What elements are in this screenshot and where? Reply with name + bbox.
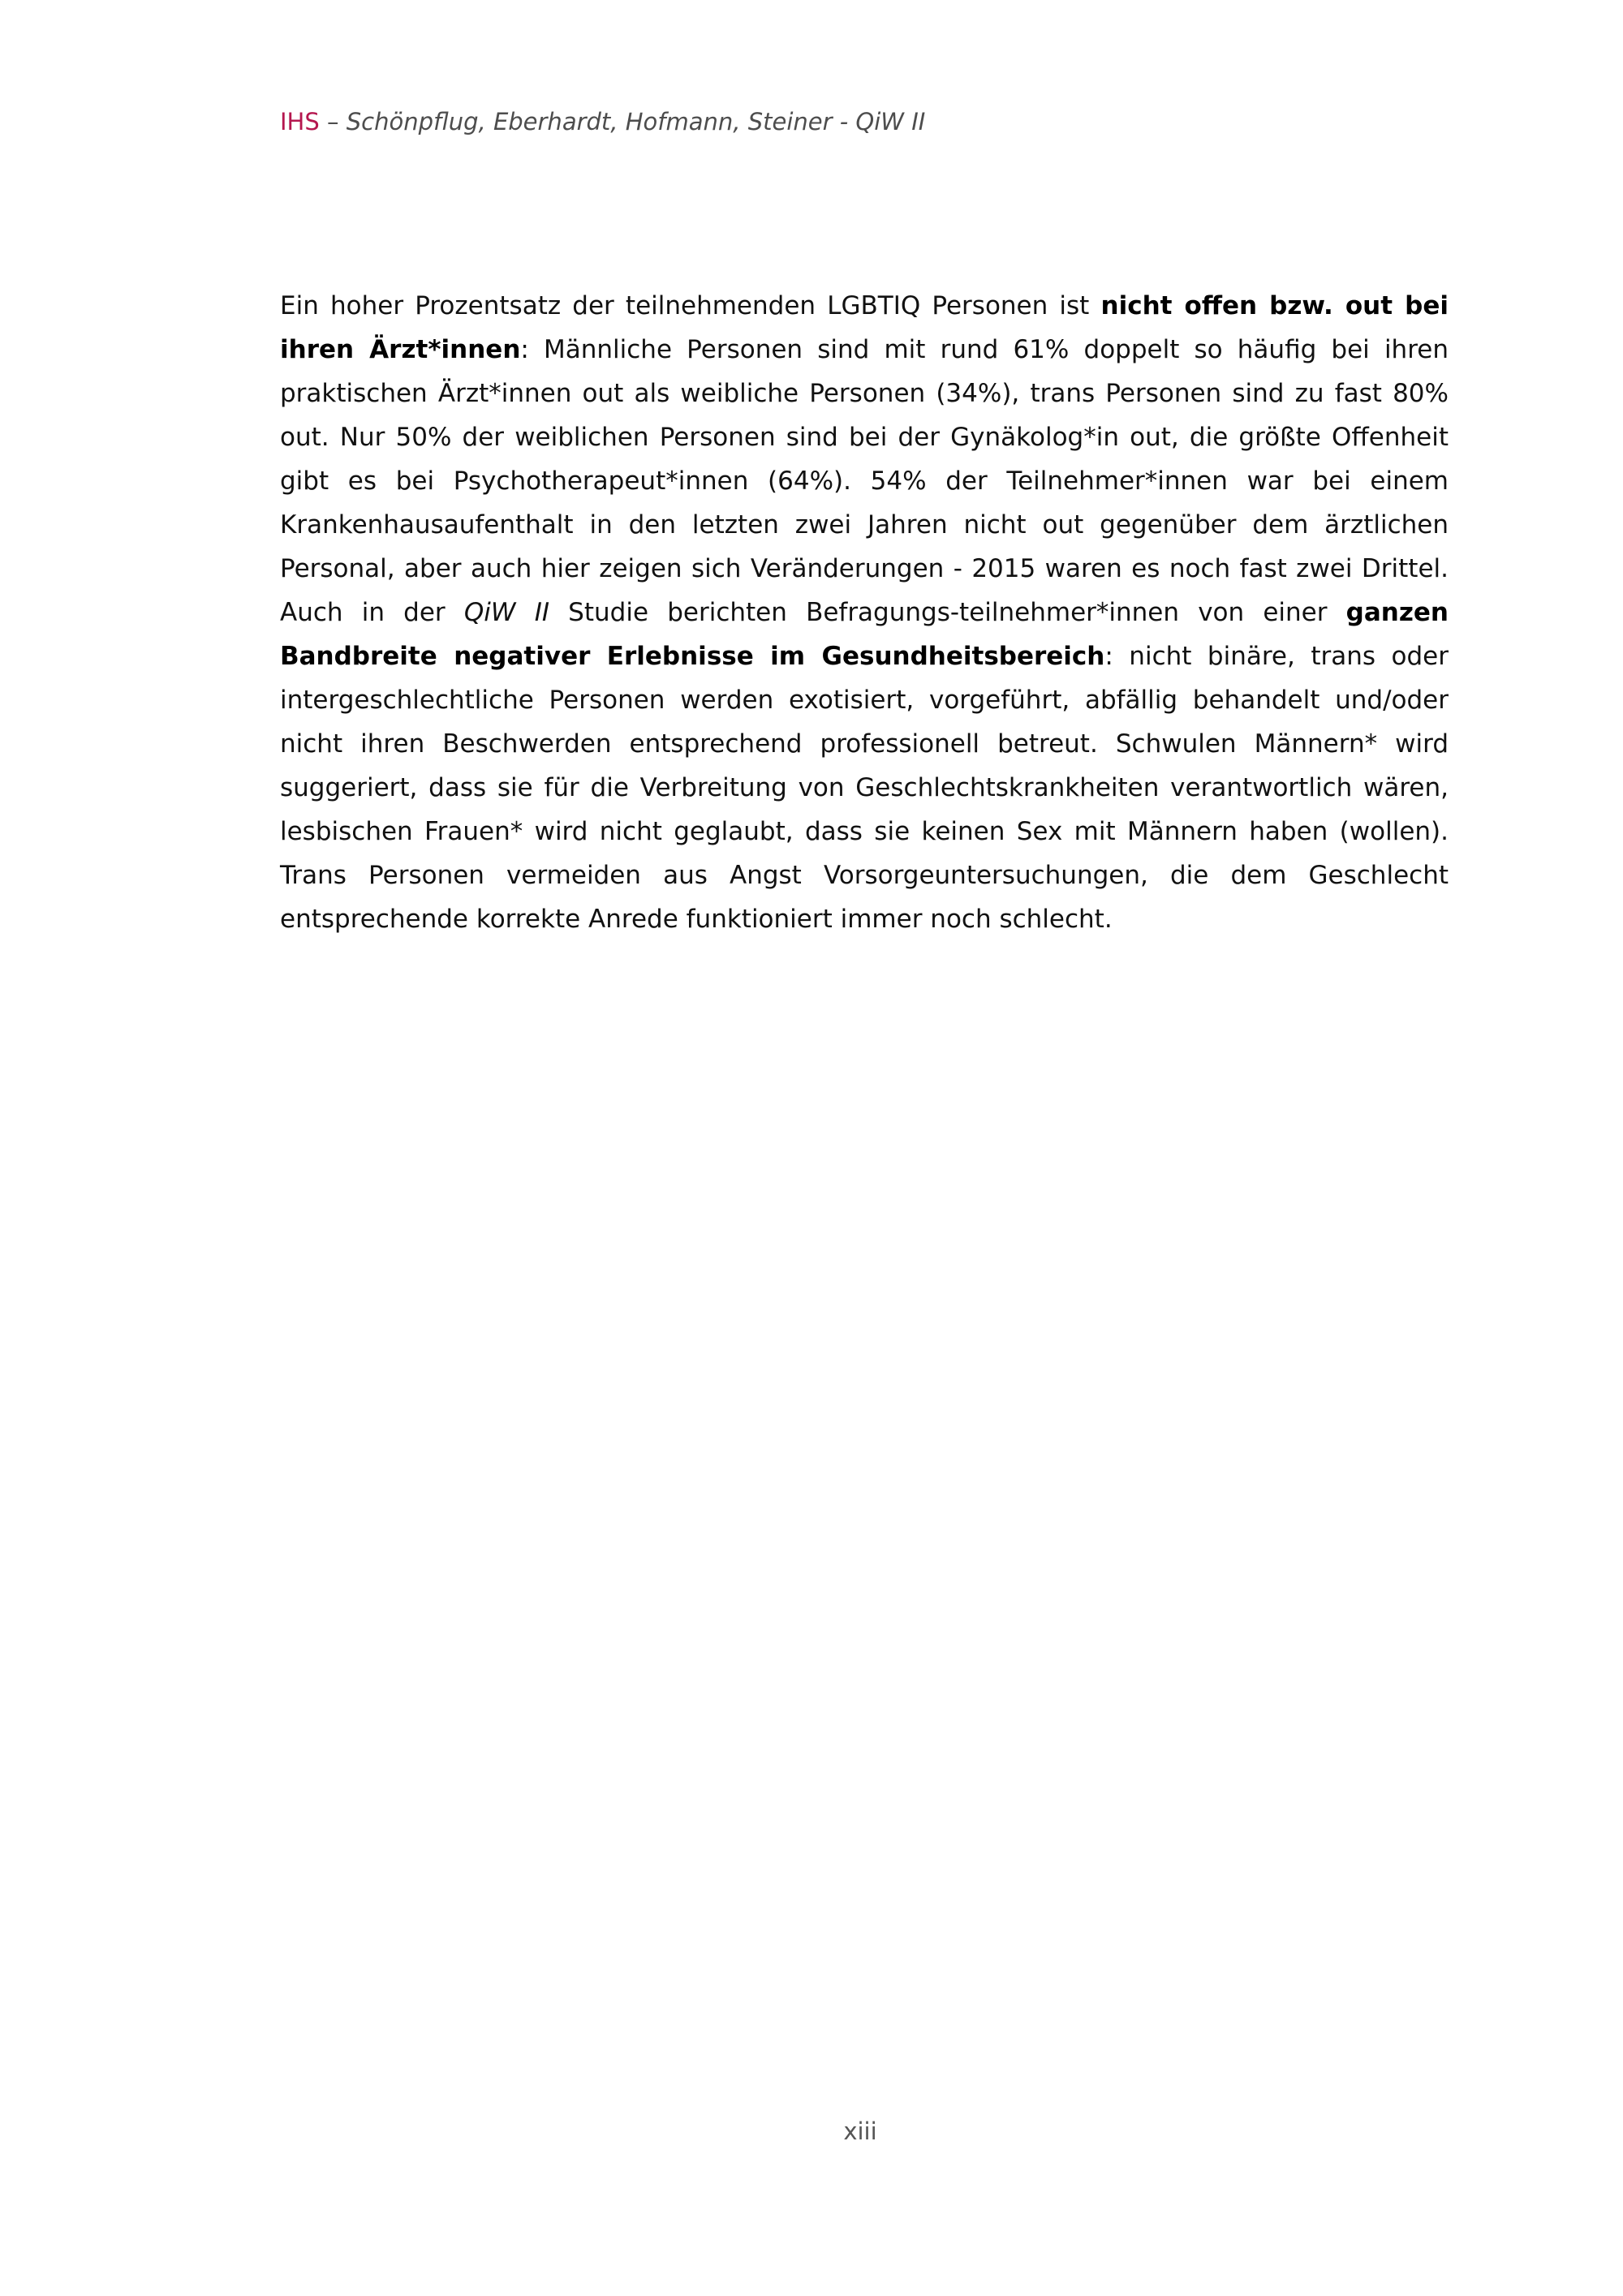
- study-title: QiW II: [463, 598, 549, 627]
- paragraph-text: : Männliche Personen sind mit rund 61% doppelt so häufig bei ihren praktischen Ärzt*innen out als weibliche Personen (34%), trans Personen sind zu fast 80% out. Nur 50% der weiblichen Personen sind bei der Gynäkolog*in out, die größte Offenheit gibt es bei Psychotherapeut*innen (64%). 54% der Teilnehmer*innen war bei einem Krankenhausaufenthalt in den letzten zwei Jahren nicht out gegenüber dem ärztlichen Personal, aber auch hier zeigen sich Veränderungen - 2015 waren es noch fast zwei Drittel. Auch in der: [280, 335, 1449, 627]
- page-number: xiii: [843, 2118, 877, 2145]
- bold-phrase: nicht offen bzw. out bei ihren Ärzt*innen: [280, 291, 1449, 364]
- header-org: IHS: [280, 108, 320, 135]
- paragraph-text: Ein hoher Prozentsatz der teilnehmenden LGBTIQ Personen ist: [280, 291, 1101, 320]
- bold-phrase: ganzen Bandbreite negativer Erlebnisse im Gesundheitsbereich: [280, 598, 1449, 671]
- paragraph-text: : nicht binäre, trans oder intergeschlechtliche Personen werden exotisiert, vorgeführt, abfällig behandelt und/oder nicht ihren Beschwerden entsprechend professionell betreut. Schwulen Männern* wird suggeriert, dass sie für die Verbreitung von Geschlechtskrankheiten verantwortlich wären, lesbischen Frauen* wird nicht geglaubt, dass sie keinen Sex mit Männern haben (wollen). Trans Personen vermeiden aus Angst Vorsorgeuntersuchungen, die dem Geschlecht entsprechende korrekte Anrede funktioniert immer noch schlecht.: [280, 642, 1449, 934]
- running-header: [280, 104, 925, 140]
- header-authors: Schönpflug, Eberhardt, Hofmann, Steiner - QiW II: [346, 108, 926, 135]
- summary-paragraph: [280, 284, 1449, 941]
- paragraph-text: Studie berichten Befragungs-teilnehmer*innen von einer: [549, 598, 1346, 627]
- header-separator: –: [319, 108, 347, 135]
